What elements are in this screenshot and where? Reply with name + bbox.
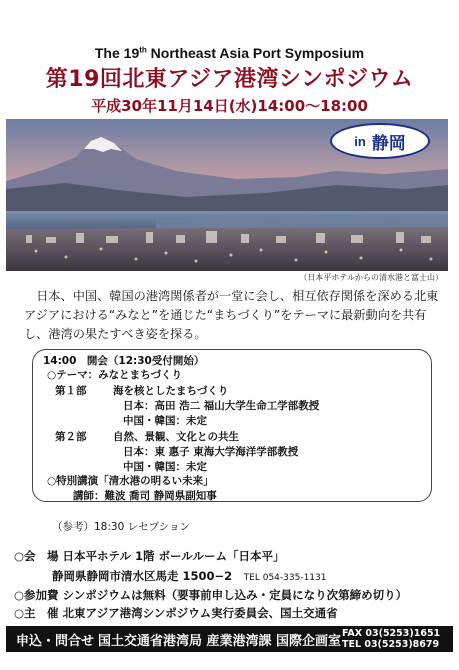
organizer-line: ○主 催 北東アジア港湾シンポジウム実行委員会、国土交通省	[14, 606, 338, 620]
reception-note: （参考）18:30 レセプション	[52, 521, 190, 533]
program-box	[32, 349, 432, 502]
title-english-ordinal: th	[139, 45, 147, 55]
special-speaker: 講師：難波 喬司 静岡県副知事	[73, 490, 217, 502]
location-badge	[330, 123, 430, 159]
contact-fax: FAX 03(5253)1651	[342, 628, 441, 639]
event-date: 平成30年11月14日(水)14:00〜18:00	[91, 97, 368, 115]
part2-japan-speaker: 日本：東 惠子 東海大学海洋学部教授	[123, 446, 299, 458]
venue-line: ○会 場 日本平ホテル 1階 ボールルーム「日本平」	[14, 549, 285, 563]
part2-label: 第２部	[55, 431, 87, 443]
part1-japan-speaker: 日本：高田 浩二 福山大学生命工学部教授	[123, 400, 320, 412]
fee-line: ○参加費 シンポジウムは無料（要事前申し込み・定員になり次第締め切り）	[14, 588, 408, 602]
intro-text	[24, 287, 442, 344]
photo-caption: （日本平ホテルからの清水港と富士山）	[299, 273, 443, 282]
title-japanese: 第19回北東アジア港湾シンポジウム	[45, 67, 414, 92]
program-opening: 14:00 開会（12:30受付開始）	[43, 355, 205, 367]
address-text: 静岡県静岡市清水区馬走 1500−2	[52, 569, 233, 583]
part2-china-korea: 中国・韓国：未定	[123, 461, 207, 473]
badge-city: 静岡	[371, 133, 406, 154]
part1-label: 第１部	[55, 385, 87, 397]
part2-title: 自然、景観、文化との共生	[113, 431, 239, 443]
title-english-rest: Northeast Asia Port Symposium	[146, 45, 365, 61]
intro-paragraph: 日本、中国、韓国の港湾関係者が一堂に会し、相互依存関係を深める北東アジアにおける“みなと”を通じた“まちづくり”をテーマに最新動向を共有し、港湾の果たすべき姿を探る。	[24, 289, 439, 341]
program-theme: ○テーマ：みなとまちづくり	[47, 369, 183, 381]
contact-label: 申込・問合せ	[16, 634, 95, 649]
contact-footer	[6, 626, 453, 652]
contact-tel: TEL 03(5253)8679	[342, 639, 440, 650]
badge-in-text: in	[354, 133, 366, 149]
special-lecture: ○特別講演「清水港の明るい未来」	[47, 475, 214, 487]
title-english	[0, 45, 459, 61]
contact-department: 国土交通省港湾局 産業港湾課 国際企画室	[98, 634, 342, 649]
part1-title: 海を核としたまちづくり	[113, 385, 229, 397]
venue-phone: TEL 054-335-1131	[243, 573, 327, 583]
part1-china-korea: 中国・韓国：未定	[123, 415, 207, 427]
title-english-main: The 19	[94, 45, 140, 61]
address-line	[52, 568, 326, 584]
